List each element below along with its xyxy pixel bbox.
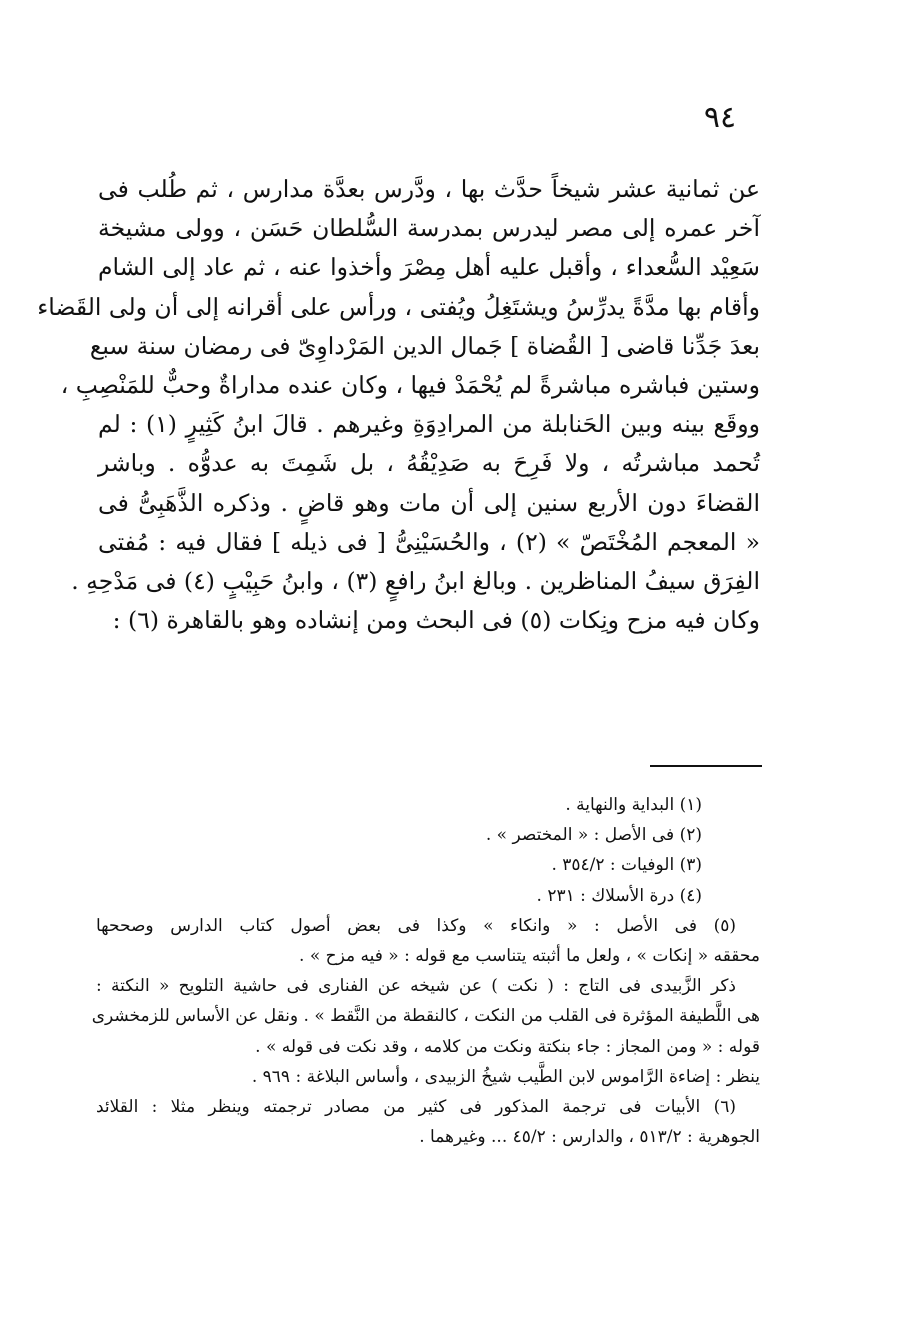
text-line: الفِرَق سيفُ المناظرين . وبالغ ابنُ رافعٍ (٣) ، وابنُ حَبِيْبٍ (٤) فى مَدْحِهِ . (71, 566, 760, 595)
text-line: ووقَع بينه وبين الحَنابلة من المرادِوَةِ وغيرهم . قالَ ابنُ كَثِيرٍ (١) : لم (98, 410, 760, 439)
footnote-line: (١) البداية والنهاية . (565, 795, 702, 815)
text-line: وكان فيه مزح ونِكات (٥) فى البحث ومن إنشاده وهو بالقاهرة (٦) : (112, 606, 760, 635)
footnote-line: ينظر : إضاءة الرَّاموس لابن الطَّيب شيخُ الزبيدى ، وأساس البلاغة : ٩٦٩ . (251, 1066, 760, 1087)
footnote-line: ذكر الزَّبيدى فى التاج : ( نكت ) عن شيخه عن الفنارى فى حاشية التلويح « النكتة : (96, 976, 736, 997)
footnotes (91, 790, 760, 1152)
text-line: وأقام بها مدَّةً يدرِّسُ ويشتَغِلُ ويُفتى ، ورأس على أقرانه إلى أن ولى القَضاء (37, 292, 760, 321)
main-text (37, 170, 760, 640)
text-line: سَعِيْد السُّعداء ، وأقبل عليه أهل مِصْرَ وأخذوا عنه ، ثم عاد إلى الشام (98, 253, 760, 282)
footnote-line: قوله : « ومن المجاز : جاء بنكتة ونكت من كلامه ، وقد نكت فى قوله » . (255, 1036, 760, 1057)
text-line: بعدَ جَدِّنا قاضى [ القُضاة ] جَمال الدين المَرْداوِىّ فى رمضان سنة سبع (89, 331, 760, 360)
footnote-line: (٣) الوفيات : ٣٥٤/٢ . (551, 855, 702, 876)
text-line: وستين فباشره مباشرةً لم يُحْمَدْ فيها ، وكان عنده مداراةٌ وحبٌّ للمَنْصِبِ ، (60, 370, 760, 399)
text-line: تُحمد مباشرتُه ، ولا فَرِحَ به صَدِيْقُهُ ، بل شَمِتَ به عدوُّه . وباشر (98, 449, 760, 478)
footnote-line: هى اللَّطيفة المؤثرة فى القلب من النكت ، كالنقطة من النَّقط » . ونقل عن الأساس للزمخشرى (91, 1006, 760, 1027)
text-line: عن ثمانية عشر شيخاً حدَّث بها ، ودَّرس بعدَّة مدارس ، ثم طُلب فى (98, 175, 760, 203)
text-line: « المعجم المُخْتَصّ » (٢) ، والحُسَيْنِىُّ [ فى ذيله ] فقال فيه : مُفتى (98, 527, 760, 556)
text-line: القضاءَ دون الأربع سنين إلى أن مات وهو قاضٍ . وذكره الذَّهَبِىُّ فى (98, 488, 760, 517)
page-number: ٩٤ (703, 100, 737, 135)
footnote-line: (٤) درة الأسلاك : ٢٣١ . (536, 885, 702, 906)
footnote-line: (٦) الأبيات فى ترجمة المذكور فى كثير من مصادر ترجمته وينظر مثلا : القلائد (96, 1096, 736, 1117)
footnote-line: (٢) فى الأصل : « المختصر » . (485, 825, 702, 846)
footnote-divider (650, 765, 762, 767)
footnote-line: الجوهرية : ٥١٣/٢ ، والدارس : ٤٥/٢ ... وغيرهما . (419, 1127, 760, 1148)
text-line: آخر عمره إلى مصر ليدرس بمدرسة السُّلطان حَسَن ، وولى مشيخة (98, 214, 760, 243)
footnote-line: محققه « إنكات » ، ولعل ما أثبته يتناسب مع قوله : « فيه مزح » . (299, 945, 760, 966)
footnote-line: (٥) فى الأصل : « وانكاء » وكذا فى بعض أصول كتاب الدارس وصححها (96, 915, 736, 936)
